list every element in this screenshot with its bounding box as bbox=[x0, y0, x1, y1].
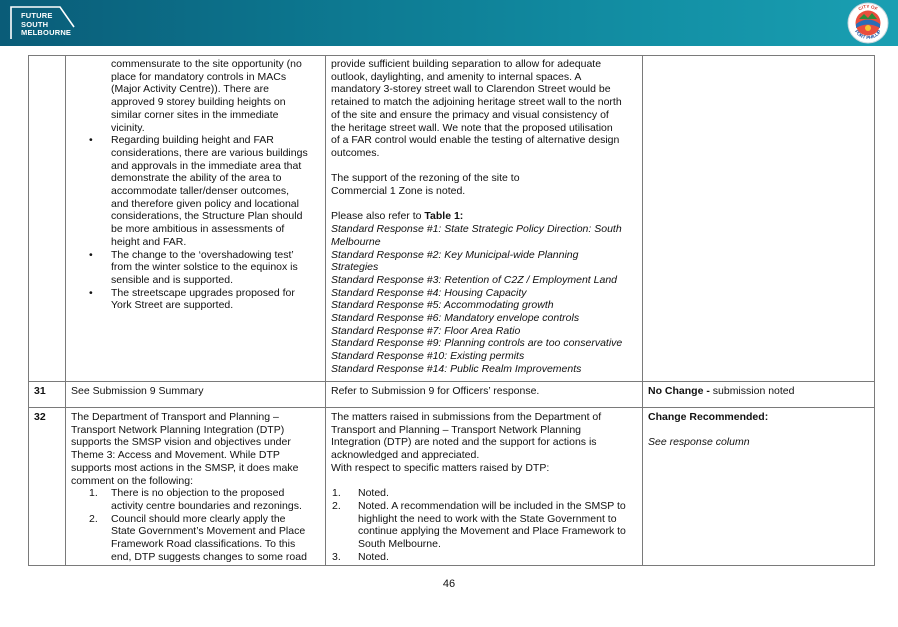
summary-text bbox=[71, 411, 320, 487]
response-line: retained to match the adjoining heritage street wall to the north bbox=[331, 96, 622, 109]
summary-line: place for mandatory controls in MACs bbox=[111, 70, 287, 83]
summary-line: demonstrate the ability of the area to bbox=[111, 172, 282, 185]
summary-line: State Government’s Movement and Place bbox=[111, 525, 306, 538]
response-line: South Melbourne. bbox=[358, 538, 441, 551]
summary-line: • Regarding building height and FAR bbox=[111, 134, 274, 147]
summary-line: Theme 3: Access and Movement. While DTP bbox=[71, 449, 280, 462]
submission-summary-cell bbox=[66, 56, 326, 382]
response-line: outcomes. bbox=[331, 146, 380, 159]
paragraph-gap bbox=[648, 424, 869, 437]
summary-line: approved 9 storey building heights on bbox=[111, 96, 286, 109]
summary-line: considerations, the Structure Plan should bbox=[111, 210, 303, 223]
list-item bbox=[111, 287, 320, 312]
list-marker: 3. bbox=[332, 550, 341, 563]
response-paragraph bbox=[331, 58, 637, 160]
list-marker: 2. bbox=[332, 499, 341, 512]
table-reference bbox=[331, 210, 637, 223]
response-numbered-list bbox=[331, 487, 637, 563]
summary-line: accommodate taller/denser outcomes, bbox=[111, 185, 290, 198]
summary-line: (Major Activity Centre)). There are bbox=[111, 83, 269, 96]
summary-line: similar corner sites in the immediate bbox=[111, 108, 279, 121]
summary-line: supports the SMSP vision and objectives under bbox=[71, 436, 291, 449]
summary-line: height and FAR. bbox=[111, 235, 187, 248]
city-of-port-phillip-seal bbox=[847, 2, 889, 44]
list-item bbox=[332, 550, 637, 564]
page-number: 46 bbox=[442, 578, 456, 590]
response-paragraph bbox=[331, 411, 637, 475]
row-number: 32 bbox=[29, 408, 66, 566]
seal-text-bottom: PORT PHILLIP bbox=[853, 29, 883, 41]
response-line: Transport and Planning – Transport Network Planning bbox=[331, 423, 582, 436]
submission-summary-cell: See Submission 9 Summary bbox=[66, 382, 326, 408]
summary-bullet-list bbox=[71, 134, 320, 312]
officer-response-cell bbox=[326, 56, 643, 382]
standard-response-line: Standard Response #14: Public Realm Improvements bbox=[331, 362, 582, 375]
response-line: Noted. bbox=[358, 487, 389, 500]
outcome-note: submission noted bbox=[709, 385, 795, 397]
paragraph-gap bbox=[331, 198, 637, 211]
standard-response-line: Standard Response #1: State Strategic Policy Direction: South bbox=[331, 223, 622, 236]
paragraph-gap bbox=[331, 160, 637, 173]
page-header bbox=[0, 0, 898, 46]
response-line: mandatory 3-storey street wall to Clarendon Street would be bbox=[331, 83, 611, 96]
outcome-cell bbox=[643, 408, 875, 566]
response-line: acknowledged and appreciated. bbox=[331, 449, 480, 462]
list-item bbox=[332, 487, 637, 500]
summary-line: and approvals in the immediate area that bbox=[111, 159, 302, 172]
summary-line: considerations, there are various buildings bbox=[111, 146, 308, 159]
summary-line: Framework Road classifications. To this bbox=[111, 538, 296, 551]
response-line: of a FAR control would enable the testing of alternative design bbox=[331, 134, 620, 147]
logo-line-3: MELBOURNE bbox=[21, 28, 72, 37]
list-item bbox=[111, 249, 320, 287]
standard-response-line: Standard Response #5: Accommodating growth bbox=[331, 299, 554, 312]
outcome-cell bbox=[643, 56, 875, 382]
list-marker: 1. bbox=[89, 487, 98, 500]
summary-line: • The change to the ‘overshadowing test’ bbox=[111, 248, 294, 261]
summary-line: The Department of Transport and Planning – bbox=[71, 411, 279, 423]
table-row bbox=[29, 408, 875, 566]
response-line: Noted. bbox=[358, 550, 389, 563]
outcome-status: No Change - bbox=[648, 385, 710, 397]
response-line: continue applying the Movement and Place Framework to bbox=[358, 525, 626, 538]
list-item bbox=[111, 134, 320, 248]
officer-response-cell: Refer to Submission 9 for Officers’ response. bbox=[326, 382, 643, 408]
list-item bbox=[89, 487, 320, 512]
standard-response-line: Standard Response #2: Key Municipal-wide Planning bbox=[331, 248, 579, 261]
response-line: provide sufficient building separation to allow for adequate bbox=[331, 58, 602, 70]
summary-numbered-list bbox=[71, 487, 320, 563]
outcome-status: Change Recommended: bbox=[648, 411, 769, 423]
summary-line: commensurate to the site opportunity (no bbox=[111, 58, 302, 70]
response-line: The matters raised in submissions from the Department of bbox=[331, 411, 602, 423]
paragraph-gap bbox=[331, 475, 637, 488]
summary-line: • The streetscape upgrades proposed for bbox=[111, 286, 295, 299]
table-row bbox=[29, 56, 875, 382]
outcome-cell bbox=[643, 382, 875, 408]
response-line: outlook, daylighting, and amenity to internal spaces. A bbox=[331, 70, 582, 83]
response-line: the heritage street wall. We note that the proposed utilisation bbox=[331, 121, 613, 134]
standard-response-line: Melbourne bbox=[331, 235, 381, 248]
response-line: With respect to specific matters raised by DTP: bbox=[331, 461, 550, 474]
list-marker: 2. bbox=[89, 512, 98, 525]
summary-line: comment on the following: bbox=[71, 474, 193, 487]
summary-line: supports most actions in the SMSP, it does make bbox=[71, 461, 299, 474]
response-line: Commercial 1 Zone is noted. bbox=[331, 185, 466, 198]
response-line: The support of the rezoning of the site to bbox=[331, 172, 520, 185]
standard-response-line: Standard Response #4: Housing Capacity bbox=[331, 286, 527, 299]
summary-line: be more ambitious in assessments of bbox=[111, 223, 285, 236]
summary-line: end, DTP suggests changes to some road bbox=[111, 550, 307, 563]
table-row bbox=[29, 382, 875, 408]
response-line: Integration (DTP) are noted and the support for actions is bbox=[331, 436, 597, 449]
summary-line: York Street are supported. bbox=[111, 299, 234, 312]
response-paragraph bbox=[331, 172, 637, 197]
seal-text-top: CITY OF bbox=[857, 3, 879, 12]
standard-response-line: Standard Response #3: Retention of C2Z / Employment Land bbox=[331, 273, 618, 286]
officer-response-cell bbox=[326, 408, 643, 566]
reference-prefix: Please also refer to bbox=[331, 210, 425, 223]
summary-line: and therefore given policy and locational bbox=[111, 197, 299, 210]
standard-response-line: Standard Response #9: Planning controls are too conservative bbox=[331, 337, 623, 350]
summary-text bbox=[71, 58, 320, 134]
summary-line: sensible and is supported. bbox=[111, 273, 233, 286]
logo-line-1: FUTURE bbox=[21, 11, 53, 20]
standard-response-line: Standard Response #6: Mandatory envelope controls bbox=[331, 312, 580, 325]
standard-response-line: Standard Response #10: Existing permits bbox=[331, 350, 525, 363]
summary-line: vicinity. bbox=[111, 121, 145, 134]
submission-summary-cell bbox=[66, 408, 326, 566]
logo-line-2: SOUTH bbox=[21, 19, 49, 29]
list-item bbox=[89, 512, 320, 564]
row-number bbox=[29, 56, 66, 382]
outcome-note: See response column bbox=[648, 436, 750, 449]
reference-table-label: Table 1: bbox=[424, 210, 464, 223]
list-marker: 1. bbox=[332, 487, 341, 500]
row-number: 31 bbox=[29, 382, 66, 408]
list-item bbox=[332, 499, 637, 551]
summary-line: There is no objection to the proposed bbox=[111, 487, 285, 500]
response-line: Noted. A recommendation will be included in the SMSP to bbox=[358, 499, 626, 512]
summary-line: activity centre boundaries and rezonings. bbox=[111, 499, 302, 512]
summary-line: Council should more clearly apply the bbox=[111, 512, 286, 525]
summary-line: Transport Network Planning Integration (DTP) bbox=[71, 423, 285, 436]
standard-response-list bbox=[331, 223, 637, 375]
summary-line: from the winter solstice to the equinox is bbox=[111, 261, 298, 274]
logo-wordmark bbox=[21, 12, 71, 38]
standard-response-line: Standard Response #7: Floor Area Ratio bbox=[331, 324, 521, 337]
standard-response-line: Strategies bbox=[331, 261, 379, 274]
response-line: highlight the need to work with the State Government to bbox=[358, 512, 617, 525]
seal-icon bbox=[847, 2, 889, 44]
future-south-melbourne-logo bbox=[8, 3, 82, 43]
submissions-table bbox=[28, 55, 875, 566]
response-line: of the site and ensure the primacy and visual consistency of bbox=[331, 108, 609, 121]
